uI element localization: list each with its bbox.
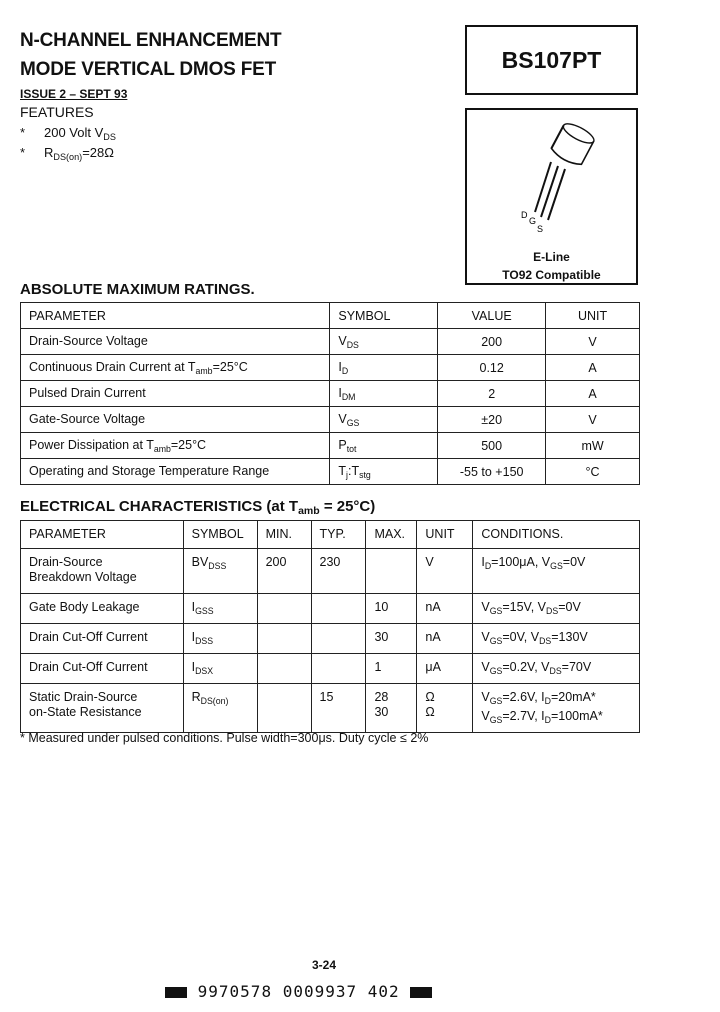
barcode-digits: 9970578 0009937 402: [197, 982, 400, 1001]
symbol-cell: $V_{DS}$: [330, 329, 438, 355]
col-header: VALUE: [438, 303, 546, 329]
issue-label: ISSUE 2 – SEPT 93: [20, 87, 128, 101]
param-cell: Operating and Storage Temperature Range: [21, 459, 330, 485]
typ-cell: [311, 594, 366, 624]
param-cell: Drain-Source Voltage: [21, 329, 330, 355]
feature-text: R: [44, 145, 54, 160]
symbol-cell: $I_{DM}$: [330, 381, 438, 407]
col-header: SYMBOL: [330, 303, 438, 329]
feature-bullet: *: [20, 125, 26, 140]
col-header: SYMBOL: [183, 521, 257, 549]
pin-label-d: D: [521, 210, 528, 220]
param-cell: Gate Body Leakage: [21, 594, 184, 624]
electrical-table: [20, 520, 640, 733]
table-row: [21, 549, 640, 594]
conditions-cell: $V_{GS}=15V$, $V_{DS}=0V$: [473, 594, 640, 624]
page-number: 3-24: [312, 958, 337, 972]
table-row: [21, 381, 640, 407]
table-row: [21, 684, 640, 733]
elec-heading-text: ELECTRICAL CHARACTERISTICS (at T: [20, 498, 299, 515]
symbol-cell: $I_D$: [330, 355, 438, 381]
to92-transistor-icon: [467, 110, 636, 245]
title-line-2: MODE VERTICAL DMOS FET: [20, 59, 276, 80]
table-row: [21, 654, 640, 684]
part-number-box: [465, 25, 638, 95]
elec-heading-sub: amb: [298, 505, 320, 517]
symbol-cell: $I_{DSX}$: [183, 654, 257, 684]
conditions-cell: $V_{GS}=2.6V$, $I_D=20mA*$ $V_{GS}=2.7V$, $I_D=100mA*$: [473, 684, 640, 733]
symbol-cell: $P_{tot}$: [330, 433, 438, 459]
min-cell: [257, 624, 311, 654]
value-cell: 500: [438, 433, 546, 459]
param-cell: Continuous Drain Current at $T_{amb}=25^\circ C$: [21, 355, 330, 381]
value-cell: 200: [438, 329, 546, 355]
col-header: PARAMETER: [21, 303, 330, 329]
min-cell: [257, 594, 311, 624]
feature-after: =28Ω: [82, 145, 114, 160]
col-header: CONDITIONS.: [473, 521, 640, 549]
elec-heading-after: = 25°C): [319, 498, 376, 515]
value-cell: 2: [438, 381, 546, 407]
symbol-cell: $V_{GS}$: [330, 407, 438, 433]
param-cell: Drain Cut-Off Current: [21, 624, 184, 654]
barcode-line: [165, 982, 432, 1001]
typ-cell: 230: [311, 549, 366, 594]
symbol-cell: $I_{GSS}$: [183, 594, 257, 624]
conditions-cell: $I_D=100\mu A$, $V_{GS}=0V$: [473, 549, 640, 594]
unit-cell: V: [546, 329, 640, 355]
symbol-cell: $T_j:T_{stg}$: [330, 459, 438, 485]
table-row: [21, 433, 640, 459]
unit-cell: Ω Ω: [417, 684, 473, 733]
param-cell: Static Drain-Source on-State Resistance: [21, 684, 184, 733]
param-cell: Gate-Source Voltage: [21, 407, 330, 433]
feature-sub: DS(on): [53, 152, 83, 162]
symbol-cell: $I_{DSS}$: [183, 624, 257, 654]
table-header-row: [21, 521, 640, 549]
package-name: E-Line: [533, 250, 570, 264]
value-cell: 0.12: [438, 355, 546, 381]
typ-cell: [311, 654, 366, 684]
barcode-block-left: [165, 987, 187, 998]
table-row: [21, 407, 640, 433]
symbol-cell: $BV_{DSS}$: [183, 549, 257, 594]
conditions-cell: $V_{GS}=0.2V$, $V_{DS}=70V$: [473, 654, 640, 684]
unit-cell: V: [546, 407, 640, 433]
barcode-block-right: [410, 987, 432, 998]
typ-cell: [311, 624, 366, 654]
unit-cell: nA: [417, 594, 473, 624]
col-header: UNIT: [417, 521, 473, 549]
max-cell: 1: [366, 654, 417, 684]
col-header: PARAMETER: [21, 521, 184, 549]
unit-cell: V: [417, 549, 473, 594]
feature-item: [20, 145, 114, 162]
elec-heading: [20, 498, 375, 517]
param-cell: Drain-Source Breakdown Voltage: [21, 549, 184, 594]
param-cell: Drain Cut-Off Current: [21, 654, 184, 684]
col-header: MAX.: [366, 521, 417, 549]
max-cell: [366, 549, 417, 594]
table-row: [21, 594, 640, 624]
feature-item: [20, 125, 116, 142]
footnote: * Measured under pulsed conditions. Pulse width=300μs. Duty cycle ≤ 2%: [20, 731, 429, 745]
table-row: [21, 355, 640, 381]
package-box: [465, 108, 638, 285]
symbol-cell: $R_{DS(on)}$: [183, 684, 257, 733]
abs-max-heading: ABSOLUTE MAXIMUM RATINGS.: [20, 281, 255, 298]
unit-cell: nA: [417, 624, 473, 654]
col-header: MIN.: [257, 521, 311, 549]
typ-cell: 15: [311, 684, 366, 733]
min-cell: [257, 654, 311, 684]
abs-max-table: [20, 302, 640, 485]
features-heading: FEATURES: [20, 104, 94, 120]
feature-sub: DS: [103, 132, 116, 142]
title-line-1: N-CHANNEL ENHANCEMENT: [20, 30, 282, 51]
param-cell: Power Dissipation at $T_{amb}=25^\circ C$: [21, 433, 330, 459]
conditions-cell: $V_{GS}=0V$, $V_{DS}=130V$: [473, 624, 640, 654]
max-cell: 28 30: [366, 684, 417, 733]
max-cell: 30: [366, 624, 417, 654]
unit-cell: mW: [546, 433, 640, 459]
table-row: [21, 329, 640, 355]
min-cell: [257, 684, 311, 733]
table-header-row: [21, 303, 640, 329]
pin-label-g: G: [529, 216, 537, 226]
param-cell: Pulsed Drain Current: [21, 381, 330, 407]
col-header: UNIT: [546, 303, 640, 329]
max-cell: 10: [366, 594, 417, 624]
table-row: [21, 624, 640, 654]
feature-bullet: *: [20, 145, 26, 160]
unit-cell: A: [546, 381, 640, 407]
unit-cell: A: [546, 355, 640, 381]
feature-text: 200 Volt V: [44, 125, 104, 140]
unit-cell: °C: [546, 459, 640, 485]
pin-label-s: S: [537, 224, 544, 234]
part-number: BS107PT: [501, 46, 602, 73]
value-cell: -55 to +150: [438, 459, 546, 485]
unit-cell: μA: [417, 654, 473, 684]
table-row: [21, 459, 640, 485]
package-compat: TO92 Compatible: [502, 268, 601, 282]
value-cell: ±20: [438, 407, 546, 433]
col-header: TYP.: [311, 521, 366, 549]
min-cell: 200: [257, 549, 311, 594]
